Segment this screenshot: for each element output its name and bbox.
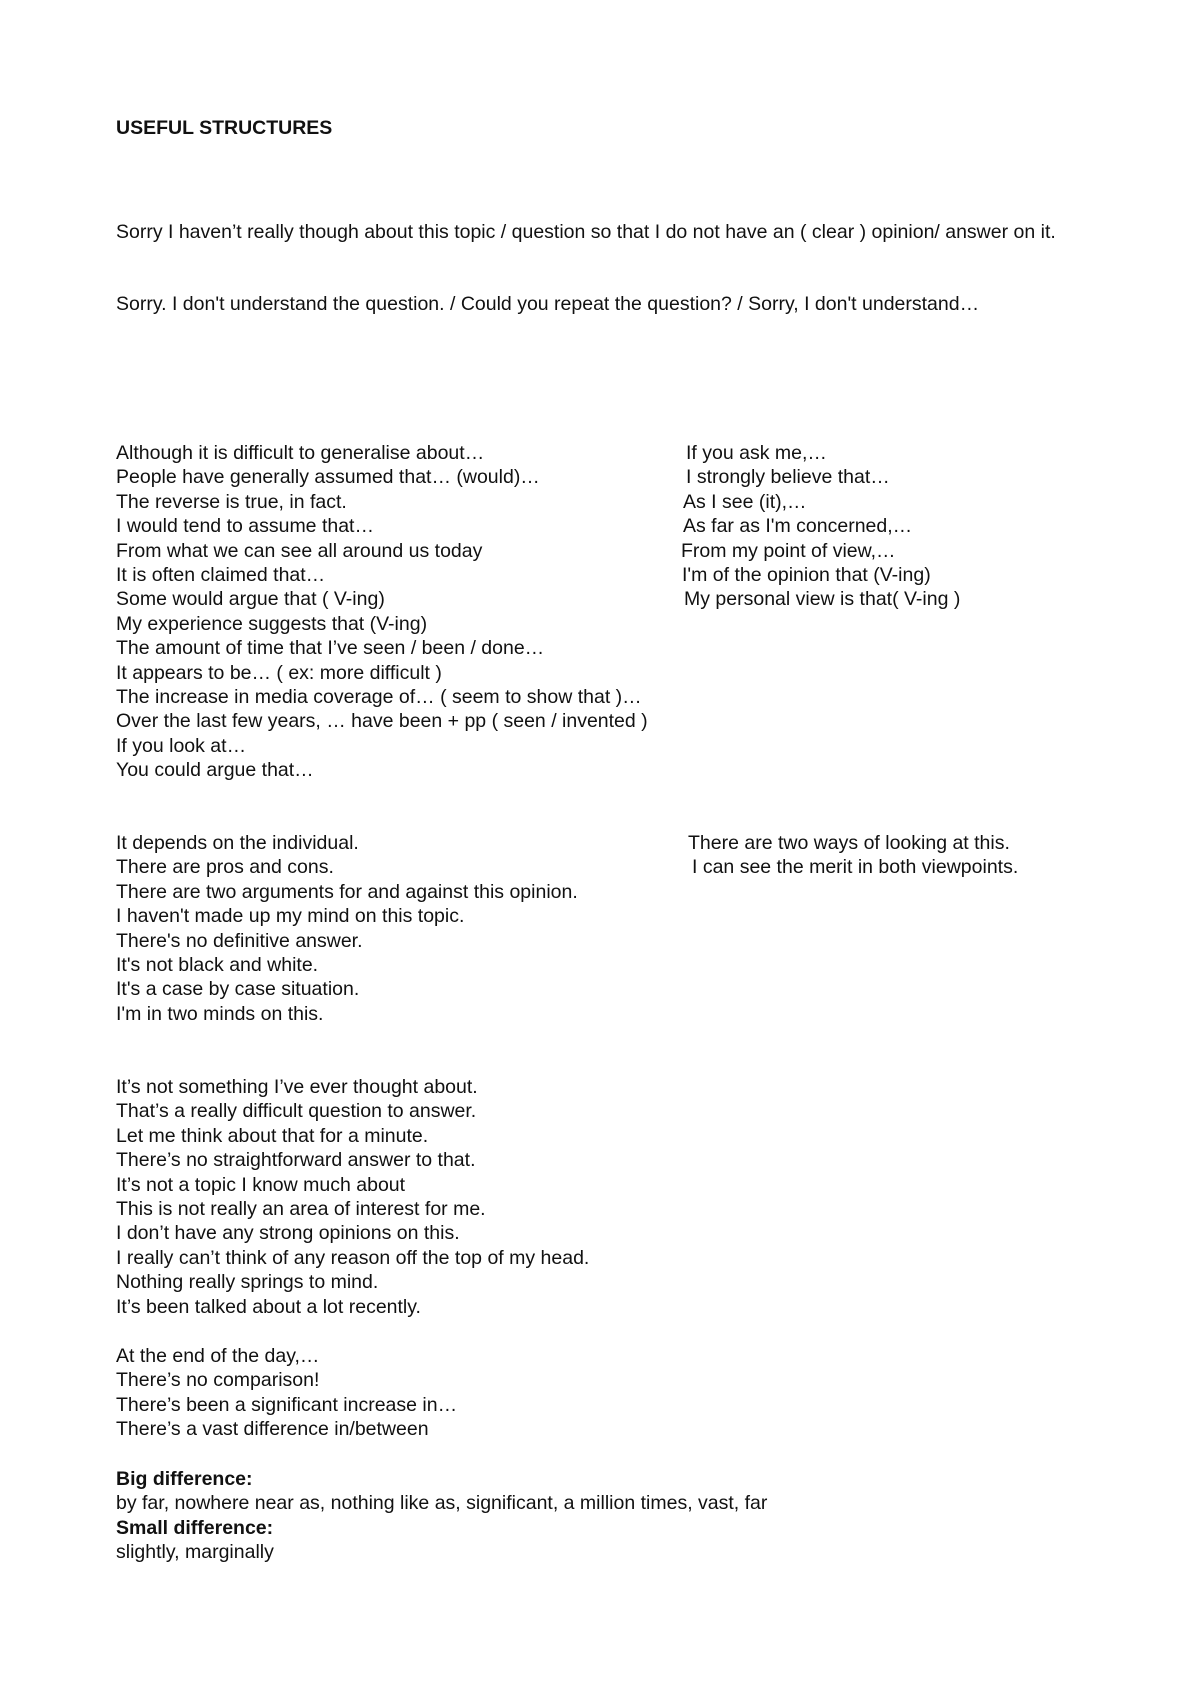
list-item: It’s been talked about a lot recently.: [116, 1295, 421, 1318]
big-difference-text: by far, nowhere near as, nothing like as, significant, a million times, vast, far: [116, 1492, 768, 1515]
list-item: There’s been a significant increase in…: [116, 1393, 458, 1416]
list-item: I would tend to assume that…: [116, 515, 374, 538]
list-item: My experience suggests that (V-ing): [116, 612, 428, 635]
list-item: If you ask me,…: [686, 442, 827, 464]
list-item: I don’t have any strong opinions on this.: [116, 1222, 460, 1245]
list-item: The reverse is true, in fact.: [116, 490, 347, 513]
list-item: It’s not a topic I know much about: [116, 1173, 406, 1196]
list-item: There’s a vast difference in/between: [116, 1418, 429, 1441]
list-item: I'm in two minds on this.: [116, 1002, 324, 1025]
differences-section: [116, 1467, 1076, 1565]
list-item: The amount of time that I’ve seen / been / done…: [116, 637, 545, 660]
small-difference-label: Small difference:: [116, 1516, 274, 1539]
section2-left-list: [116, 831, 736, 1026]
big-difference-label: Big difference:: [116, 1468, 253, 1490]
list-item: There’s no straightforward answer to that.: [116, 1149, 476, 1172]
list-item: Nothing really springs to mind.: [116, 1271, 379, 1294]
list-item: There’s no comparison!: [116, 1369, 320, 1392]
list-item: My personal view is that( V-ing ): [684, 588, 961, 611]
intro-paragraph-2: Sorry. I don't understand the question. / Could you repeat the question? / Sorry, I don't understand…: [116, 293, 980, 315]
list-item: This is not really an area of interest for me.: [116, 1197, 486, 1220]
list-item: As far as I'm concerned,…: [683, 515, 913, 538]
list-item: It’s not something I’ve ever thought about.: [116, 1076, 478, 1098]
list-item: If you look at…: [116, 734, 247, 757]
list-item: That’s a really difficult question to answer.: [116, 1100, 477, 1123]
list-item: At the end of the day,…: [116, 1345, 320, 1367]
section3-list: [116, 1075, 1076, 1319]
list-item: From my point of view,…: [681, 539, 896, 562]
section1-right-list: [681, 441, 1124, 612]
list-item: As I see (it),…: [683, 490, 807, 513]
list-item: I haven't made up my mind on this topic.: [116, 905, 465, 928]
list-item: There are two arguments for and against this opinion.: [116, 880, 578, 903]
section2-right-list: [688, 831, 1128, 880]
list-item: You could argue that…: [116, 759, 314, 782]
list-item: Over the last few years, … have been + pp ( seen / invented ): [116, 710, 648, 733]
small-difference-text: slightly, marginally: [116, 1541, 274, 1564]
list-item: From what we can see all around us today: [116, 539, 483, 562]
list-item: It's not black and white.: [116, 953, 319, 976]
page-title: USEFUL STRUCTURES: [116, 117, 333, 139]
list-item: Although it is difficult to generalise about…: [116, 442, 485, 464]
list-item: Some would argue that ( V-ing): [116, 588, 385, 611]
section1-left-list: [116, 441, 736, 782]
list-item: I strongly believe that…: [686, 466, 890, 489]
list-item: The increase in media coverage of… ( seem to show that )…: [116, 685, 642, 708]
list-item: It is often claimed that…: [116, 563, 326, 586]
intro-paragraph-1: Sorry I haven’t really though about this topic / question so that I do not have an ( clear ) opinion/ answer on it.: [116, 221, 1056, 243]
list-item: There are two ways of looking at this.: [688, 832, 1010, 854]
list-item: I really can’t think of any reason off the top of my head.: [116, 1246, 590, 1269]
list-item: It depends on the individual.: [116, 832, 359, 854]
list-item: It appears to be… ( ex: more difficult ): [116, 661, 442, 684]
list-item: There are pros and cons.: [116, 856, 334, 879]
list-item: I can see the merit in both viewpoints.: [692, 856, 1019, 879]
list-item: Let me think about that for a minute.: [116, 1124, 429, 1147]
list-item: There's no definitive answer.: [116, 929, 363, 952]
list-item: It's a case by case situation.: [116, 978, 360, 1001]
list-item: People have generally assumed that… (would)…: [116, 466, 540, 489]
section4-list: [116, 1344, 1076, 1442]
list-item: I'm of the opinion that (V-ing): [682, 563, 931, 586]
